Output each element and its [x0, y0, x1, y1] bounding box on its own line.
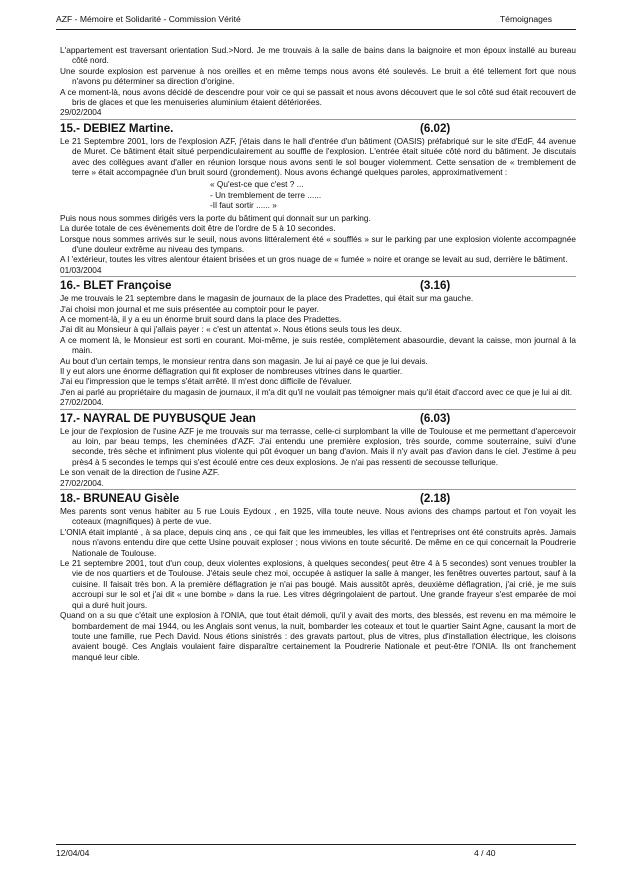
footer-rule [56, 844, 576, 845]
paragraph: Le 21 Septembre 2001, lors de l'explosion AZF, j'étais dans le hall d'entrée d'un bâtiment (OASIS) préfabriqué sur le site d'EdF, 44 avenue de Muret. Ce bâtiment était situé perpendiculairement au souffle de l'explosion. L'entrée était située côté nord du bâtiment. Je discutais avec des collègues avant d'aller en réunion lorsque nous avons senti le sol bouger violemment. Cette sensation de « tremblement de terre » était accompagnée d'un bruit sourd (grondement). Nous avons échangé quelques paroles, approximativement : [60, 135, 576, 178]
testimony-title: 15.- DEBIEZ Martine. [60, 121, 174, 135]
testimony-heading [60, 122, 576, 136]
paragraph: Puis nous nous sommes dirigés vers la porte du bâtiment qui donnait sur un parking. [60, 212, 371, 223]
quote-line: - Un tremblement de terre ...... [210, 189, 322, 200]
paragraph: Quand on a su que c'était une explosion à l'ONIA, que tout était démoli, qu'il y avait des morts, des blessés, est revenu en ma mémoire le bombardement de mai 1944, ou les Anglais sont venus, la nuit, bombarder les coteaux et tout le quartier Saint Agne, causant la mort de toute une famille, rue Pech David. Nous étions sinistrés : des gravats partout, plus de vitres, plus d'installation électrique, les cloisons avaient bougé. Ces Anglais voulaient faire disparaître certainement la Poudrerie Nationale et peut-être l'ONIA. Ils ont franchement manqué leur cible. [60, 610, 576, 662]
separator-rule [60, 119, 576, 120]
paragraph: J'en ai parlé au propriétaire du magasin de journaux, il m'a dit qu'il ne voulait pas témoigner mais qu'il était d'accord avec ce que je lui ai dit. [60, 386, 573, 397]
testimony-date: 01/03/2004 [60, 264, 102, 275]
testimony-title: 18.- BRUNEAU Gisèle [60, 492, 180, 506]
quote-line: -Il faut sortir ...... » [210, 200, 277, 211]
page-header [56, 14, 576, 28]
paragraph: Mes parents sont venus habiter au 5 rue Louis Eydoux , en 1925, villa toute neuve. Nous avions des champs partout et l'on voyait les coteaux (magnifiques) à perte de vue. [60, 506, 576, 527]
paragraph: Une sourde explosion est parvenue à nos oreilles et en même temps nous avons été soulevés. Le bruit a été tellement fort que nous n'avons pu déterminer sa direction d'origine. [60, 65, 576, 87]
header-section: Témoignages [499, 14, 552, 24]
paragraph: J'ai eu l'impression que le temps s'était arrêté. Il m'est donc difficile de l'évaluer. [60, 376, 352, 387]
testimony-heading [60, 279, 576, 293]
footer-date: 12/04/04 [56, 848, 90, 858]
testimony-title: 17.- NAYRAL DE PUYBUSQUE Jean [60, 411, 256, 425]
page-number: 4 / 40 [474, 848, 496, 858]
paragraph: A l 'extérieur, toutes les vitres alentour étaient brisées et un gros nuage de « fumée » noire et orange se levait au sud, derrière le bâtiment. [60, 254, 568, 265]
paragraph: L'appartement est traversant orientation Sud.>Nord. Je me trouvais à la salle de bains dans la baignoire et mon époux installé au bureau côté nord. [60, 45, 576, 66]
paragraph: Il y eut alors une énorme déflagration qui fit exploser de nombreuses vitrines dans le quartier. [60, 365, 403, 376]
paragraph: Lorsque nous sommes arrivés sur le seuil, nous avons littéralement été « soufflés » sur le parking par une explosion violente accompagnée d'une douleur extrême au niveau des tympans. [60, 233, 576, 254]
testimony-date: 29/02/2004 [60, 107, 102, 118]
quote-line: « Qu'est-ce que c'est ? ... [210, 179, 304, 190]
separator-rule [60, 276, 576, 277]
paragraph: J'ai choisi mon journal et me suis présentée au comptoir pour le payer. [60, 303, 319, 314]
paragraph: La durée totale de ces évènements doit être de l'ordre de 5 à 10 secondes. [60, 223, 336, 234]
paragraph: A ce moment-là, il y a eu un énorme bruit sourd dans la place des Pradettes. [60, 313, 342, 324]
testimony-title: 16.- BLET Françoise [60, 279, 172, 293]
quoted-dialogue [210, 179, 576, 210]
testimony-date: 27/02/2004. [60, 397, 104, 408]
testimony-code: (6.02) [420, 121, 451, 135]
paragraph: L'ONIA était implanté , à sa place, depuis cinq ans , ce qui fait que les immeubles, les villas et l'entreprises ont été construits après. Jamais nous n'avons entendu dire que cette Usine pouvait exploser ; nous vivions en toute sécurité. De même en ce qui concernait la Poudrerie Nationale de Toulouse. [60, 526, 576, 558]
paragraph: A ce moment là, le Monsieur est sorti en courant. Moi-même, je suis restée, complètement abasourdie, devant la caisse, mon journal à la main. [60, 334, 576, 356]
page-content [60, 45, 576, 662]
paragraph: Le 21 septembre 2001, tout d'un coup, deux violentes explosions, à quelques secondes( peut être 4 à 5 secondes) sont venues troubler la vie de nos quartiers et de Toulouse. J'étais seule chez moi, occupée à astiquer la salle à manger, les fenêtres ouvertes partout, sauf à la cuisine. Il faisait très bon. A la première déflagration je n'ai pas bougé. Mais aussitôt après, deuxième déflagration, j'ai crié, je me suis accroupi sur le sol et j'ai dit « une bombe » dans la rue. Les vitres dégringolaient de partout. Une grande frayeur s'est emparée de moi qui a duré huit jours. [60, 558, 576, 610]
separator-rule [60, 489, 576, 490]
paragraph: J'ai dit au Monsieur à qui j'allais payer : « c'est un attentat ». Nous étions seuls tous les deux. [60, 324, 402, 335]
header-title: AZF - Mémoire et Solidarité - Commission Vérité [56, 14, 241, 24]
testimony-heading [60, 412, 576, 426]
testimony-heading [60, 492, 576, 506]
testimony-date: 27/02/2004. [60, 477, 104, 488]
separator-rule [60, 409, 576, 410]
paragraph: Je me trouvais le 21 septembre dans le magasin de journaux de la place des Pradettes, qui était sur ma gauche. [60, 293, 474, 304]
paragraph: Au bout d'un certain temps, le monsieur rentra dans son magasin. Je lui ai payé ce que je lui devais. [60, 355, 428, 366]
testimony-code: (3.16) [420, 279, 451, 293]
paragraph: Le son venait de la direction de l'usine AZF. [60, 467, 220, 478]
paragraph: Le jour de l'explosion de l'usine AZF je me trouvais sur ma terrasse, celle-ci surplombant la ville de Toulouse et me permettant d'apercevoir au loin, par beau temps, les cheminées d'AZF. J'ai entendu une première explosion, très sourde, comme souterraine, suivi d'une seconde, très sèche et infiniment plus violente qui pût évoquer un bang d'avion. Mais il n'y avait pas d'avion dans le ciel. J'estime à peu près4 à 5 secondes le temps qui s'est écoulé entre ces deux explosions. Je n'ai pas ressenti de secousse tellurique. [60, 425, 576, 467]
testimony-code: (2.18) [420, 492, 451, 506]
header-rule [56, 29, 576, 30]
testimony-code: (6.03) [420, 411, 451, 425]
paragraph: A ce moment-là, nous avons décidé de descendre pour voir ce qui se passait et nous avons découvert que le sol côté sud était recouvert de bris de glaces et que les menuiseries aluminium étaient détériorées. [60, 86, 576, 108]
